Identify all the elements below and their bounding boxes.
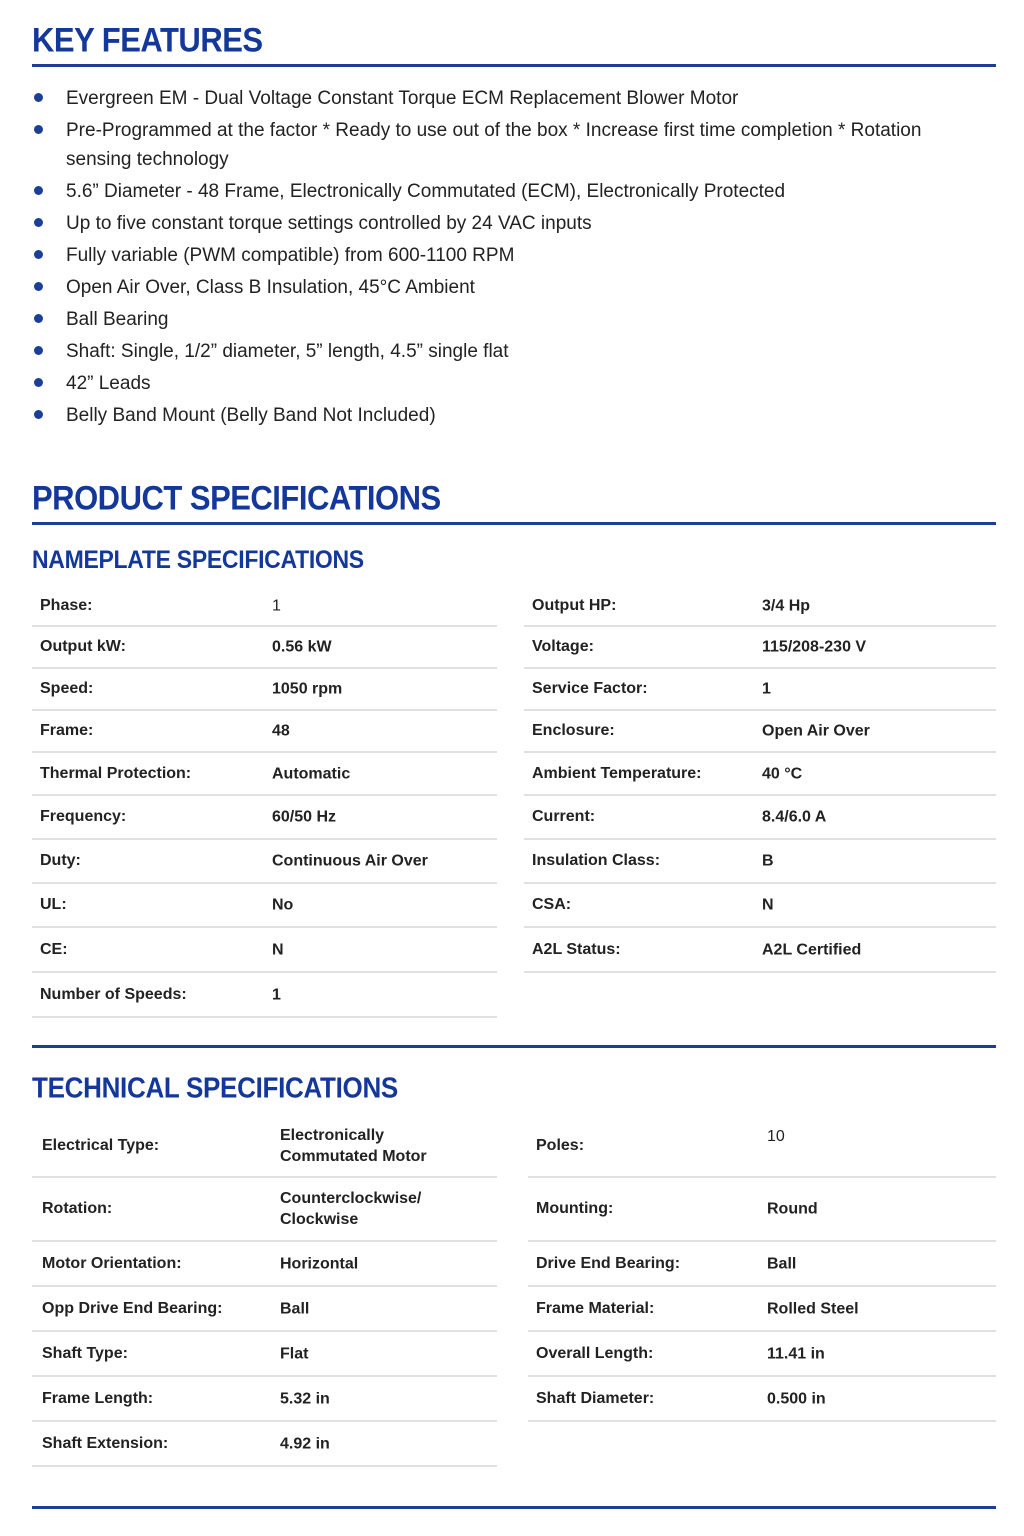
- spec-label: Service Factor:: [532, 680, 648, 697]
- spec-row: [524, 884, 996, 928]
- spec-label: Drive End Bearing:: [536, 1254, 681, 1272]
- spec-row: [32, 1242, 497, 1287]
- spec-value: 0.500 in: [767, 1390, 826, 1407]
- feature-item: [32, 241, 982, 270]
- spec-label: A2L Status:: [532, 940, 621, 958]
- spec-row: [32, 840, 497, 884]
- spec-value: Automatic: [272, 765, 351, 782]
- bullet-icon: [34, 378, 43, 387]
- bullet-icon: [34, 218, 43, 227]
- spec-value: 48: [272, 722, 290, 740]
- spec-label: Thermal Protection:: [40, 764, 192, 782]
- spec-value: Electronically Commutated Motor: [280, 1127, 427, 1165]
- spec-value: N: [762, 896, 774, 914]
- technical-heading: TECHNICAL SPECIFICATIONS: [32, 1071, 398, 1104]
- feature-item: [32, 369, 982, 398]
- footer-rule: [32, 1506, 996, 1509]
- bullet-icon: [34, 346, 43, 355]
- spec-row: [32, 627, 497, 669]
- spec-value: 115/208-230 V: [762, 638, 867, 656]
- feature-text: Belly Band Mount (Belly Band Not Included): [66, 405, 436, 426]
- spec-label: CSA:: [532, 896, 572, 913]
- spec-row: [32, 711, 497, 753]
- spec-row: [32, 669, 497, 711]
- feature-text: 5.6” Diameter - 48 Frame, Electronically Commutated (ECM), Electronically Protected: [66, 181, 786, 202]
- spec-label: Frame:: [40, 722, 94, 739]
- technical-right-table: [528, 1116, 996, 1422]
- spec-row: [524, 669, 996, 711]
- spec-label: Opp Drive End Bearing:: [42, 1299, 223, 1317]
- bullet-icon: [34, 125, 43, 134]
- spec-row: [528, 1116, 996, 1178]
- bullet-icon: [34, 250, 43, 259]
- spec-row: [524, 928, 996, 973]
- spec-label: Output kW:: [40, 638, 126, 655]
- feature-item: [32, 273, 982, 302]
- spec-row: [32, 753, 497, 796]
- spec-label: Ambient Temperature:: [532, 764, 702, 782]
- spec-value: 1050 rpm: [272, 680, 343, 698]
- spec-row: [32, 1377, 497, 1422]
- nameplate-heading: NAMEPLATE SPECIFICATIONS: [32, 545, 364, 574]
- spec-value: 40 °C: [762, 765, 803, 782]
- feature-text: Up to five constant torque settings controlled by 24 VAC inputs: [66, 213, 592, 234]
- feature-item: [32, 305, 982, 334]
- spec-value: Continuous Air Over: [272, 852, 428, 870]
- spec-row: [524, 840, 996, 884]
- key-features-heading: KEY FEATURES: [32, 20, 263, 60]
- feature-text: Evergreen EM - Dual Voltage Constant Torque ECM Replacement Blower Motor: [66, 88, 739, 109]
- spec-label: Phase:: [40, 596, 93, 614]
- spec-label: Voltage:: [532, 638, 594, 655]
- spec-label: Enclosure:: [532, 722, 615, 739]
- spec-label: Speed:: [40, 680, 94, 697]
- feature-item: [32, 337, 982, 366]
- spec-row: [528, 1332, 996, 1377]
- technical-rule: [32, 1045, 996, 1048]
- spec-label: UL:: [40, 896, 67, 913]
- spec-row: [528, 1178, 996, 1242]
- spec-label: Motor Orientation:: [42, 1254, 182, 1272]
- spec-value: Horizontal: [280, 1255, 359, 1272]
- spec-value: 1: [272, 597, 281, 614]
- spec-value: 1: [272, 986, 281, 1003]
- spec-label: Mounting:: [536, 1200, 614, 1217]
- product-specs-heading: PRODUCT SPECIFICATIONS: [32, 478, 441, 518]
- spec-row: [524, 753, 996, 796]
- spec-value: Ball: [280, 1300, 310, 1317]
- spec-value: N: [272, 941, 284, 958]
- spec-row: [524, 711, 996, 753]
- bullet-icon: [34, 186, 43, 195]
- spec-row: [32, 1116, 497, 1178]
- spec-row: [32, 1178, 497, 1242]
- spec-value: B: [762, 852, 774, 870]
- spec-value: Open Air Over: [762, 722, 870, 740]
- nameplate-left-table: [32, 586, 497, 1018]
- spec-row: [528, 1287, 996, 1332]
- feature-item: [32, 401, 982, 430]
- feature-item: [32, 209, 982, 238]
- bullet-icon: [34, 314, 43, 323]
- feature-text: Ball Bearing: [66, 309, 169, 330]
- spec-label: Number of Speeds:: [40, 985, 187, 1003]
- spec-value: No: [272, 896, 294, 914]
- feature-item: [32, 116, 982, 174]
- spec-value: 4.92 in: [280, 1435, 330, 1452]
- spec-row: [528, 1242, 996, 1287]
- spec-label: Overall Length:: [536, 1344, 654, 1362]
- spec-label: Shaft Type:: [42, 1344, 128, 1362]
- feature-text: Shaft: Single, 1/2” diameter, 5” length, 4.5” single flat: [66, 341, 509, 362]
- spec-value: Ball: [767, 1255, 797, 1272]
- spec-value: Round: [767, 1200, 818, 1218]
- spec-label: Duty:: [40, 852, 81, 869]
- product-specs-rule: [32, 522, 996, 525]
- spec-label: Shaft Extension:: [42, 1434, 169, 1452]
- spec-label: CE:: [40, 940, 68, 958]
- spec-label: Insulation Class:: [532, 852, 661, 869]
- spec-row: [32, 796, 497, 840]
- nameplate-right-table: [524, 586, 996, 973]
- feature-item: [32, 177, 982, 206]
- spec-value: 11.41 in: [767, 1345, 825, 1362]
- spec-label: Poles:: [536, 1137, 585, 1154]
- spec-row: [524, 586, 996, 627]
- key-features-rule: [32, 64, 996, 67]
- spec-label: Current:: [532, 808, 596, 825]
- spec-value: 10: [767, 1128, 785, 1145]
- spec-value: 1: [762, 680, 771, 698]
- spec-label: Frequency:: [40, 808, 127, 825]
- spec-value: Flat: [280, 1345, 309, 1362]
- spec-label: Shaft Diameter:: [536, 1389, 655, 1407]
- spec-row: [32, 1287, 497, 1332]
- spec-value: 3/4 Hp: [762, 597, 811, 614]
- spec-label: Frame Length:: [42, 1389, 154, 1407]
- key-features-list: [32, 84, 982, 433]
- spec-value: 60/50 Hz: [272, 808, 337, 826]
- feature-text: Fully variable (PWM compatible) from 600-1100 RPM: [66, 245, 515, 266]
- spec-label: Rotation:: [42, 1200, 113, 1217]
- spec-row: [32, 973, 497, 1018]
- feature-text: Open Air Over, Class B Insulation, 45°C Ambient: [66, 277, 475, 298]
- spec-label: Output HP:: [532, 596, 617, 614]
- spec-value: 8.4/6.0 A: [762, 808, 827, 826]
- spec-row: [32, 586, 497, 627]
- bullet-icon: [34, 410, 43, 419]
- feature-text: Pre-Programmed at the factor * Ready to use out of the box * Increase first time completion * Rotation sensing technology: [66, 120, 922, 170]
- bullet-icon: [34, 93, 43, 102]
- spec-row: [32, 928, 497, 973]
- spec-row: [524, 796, 996, 840]
- spec-label: Electrical Type:: [42, 1137, 160, 1154]
- feature-item: [32, 84, 982, 113]
- spec-row: [524, 627, 996, 669]
- spec-label: Frame Material:: [536, 1299, 655, 1317]
- feature-text: 42” Leads: [66, 373, 151, 394]
- technical-left-table: [32, 1116, 497, 1467]
- spec-value: A2L Certified: [762, 941, 862, 958]
- spec-row: [32, 1422, 497, 1467]
- spec-row: [32, 1332, 497, 1377]
- spec-value: 5.32 in: [280, 1390, 330, 1407]
- spec-value: Rolled Steel: [767, 1300, 859, 1317]
- spec-row: [32, 884, 497, 928]
- spec-value: 0.56 kW: [272, 638, 332, 656]
- spec-value: Counterclockwise/ Clockwise: [280, 1190, 422, 1228]
- spec-row: [528, 1377, 996, 1422]
- bullet-icon: [34, 282, 43, 291]
